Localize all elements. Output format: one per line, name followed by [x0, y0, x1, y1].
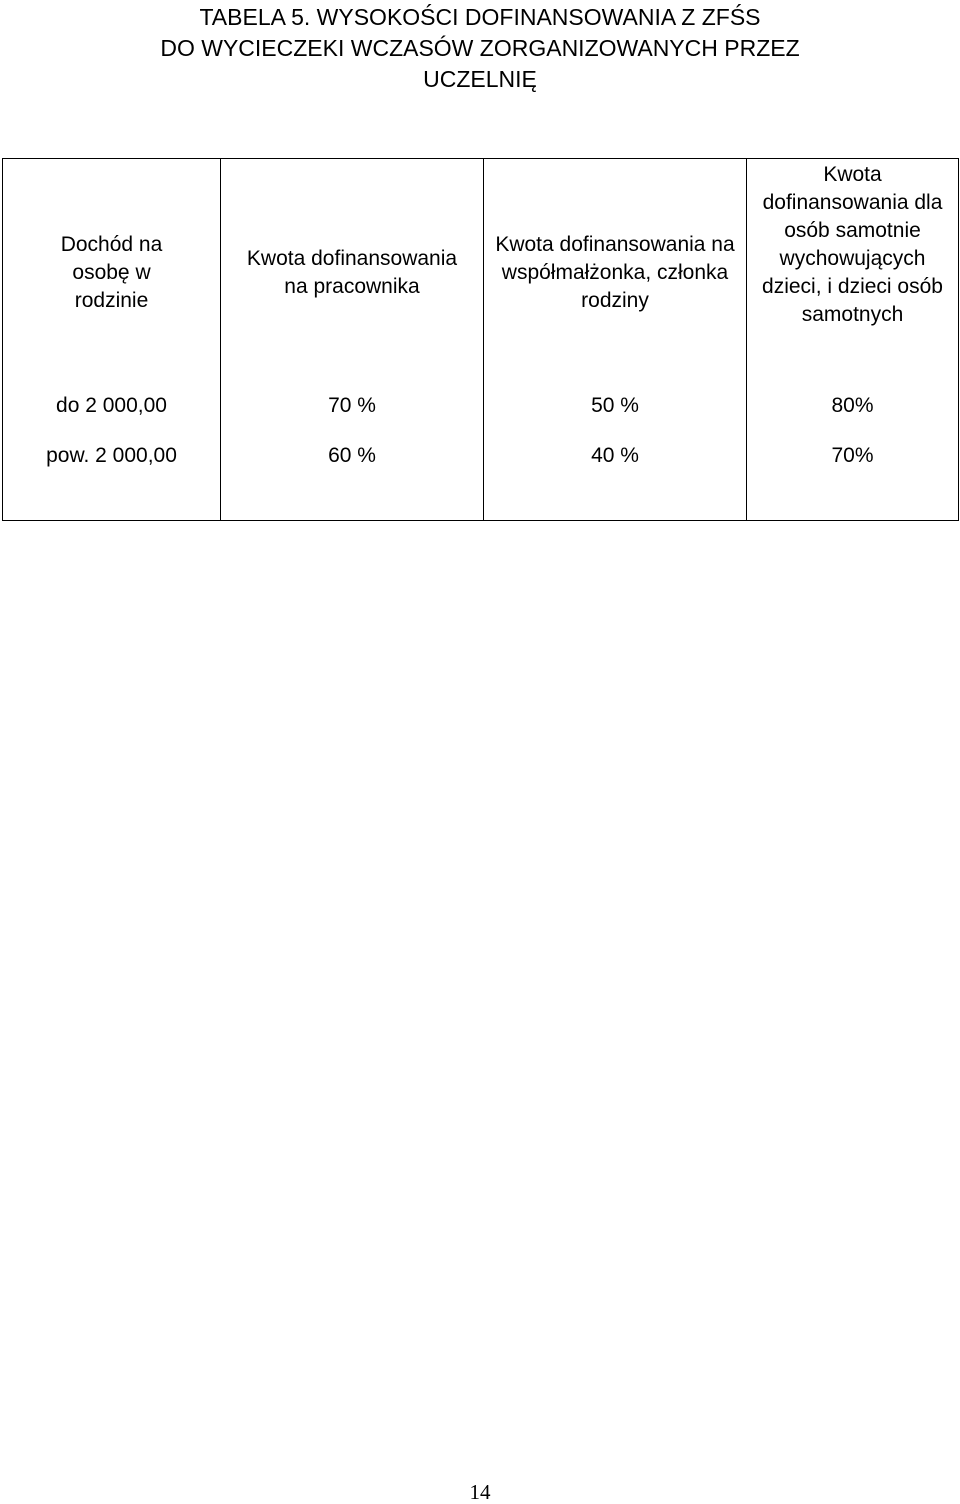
cell-single-parents: 80%: [747, 387, 959, 420]
table-row: [3, 420, 959, 521]
header-single-parents: Kwota dofinansowania dla osób samotnie wychowujących dzieci, i dzieci osób samotnych: [747, 159, 959, 388]
cell-spouse: 50 %: [484, 387, 747, 420]
cell-employee: 70 %: [221, 387, 484, 420]
header-employee: Kwota dofinansowania na pracownika: [221, 159, 484, 388]
cell-spouse: 40 %: [484, 420, 747, 521]
table-row: [3, 387, 959, 420]
cell-employee: 60 %: [221, 420, 484, 521]
page-title: TABELA 5. WYSOKOŚCI DOFINANSOWANIA Z ZFŚS DO WYCIECZEKI WCZASÓW ZORGANIZOWANYCH PRZEZ UCZELNIĘ: [160, 4, 800, 92]
co-financing-table: [2, 158, 959, 521]
table-header-row: [3, 159, 959, 388]
cell-income: do 2 000,00: [3, 387, 221, 420]
cell-income: pow. 2 000,00: [3, 420, 221, 521]
cell-single-parents: 70%: [747, 420, 959, 521]
page-number: 14: [469, 1480, 491, 1504]
header-income: Dochód na osobę w rodzinie: [3, 159, 221, 388]
header-spouse: Kwota dofinansowania na współmałżonka, członka rodziny: [484, 159, 747, 388]
